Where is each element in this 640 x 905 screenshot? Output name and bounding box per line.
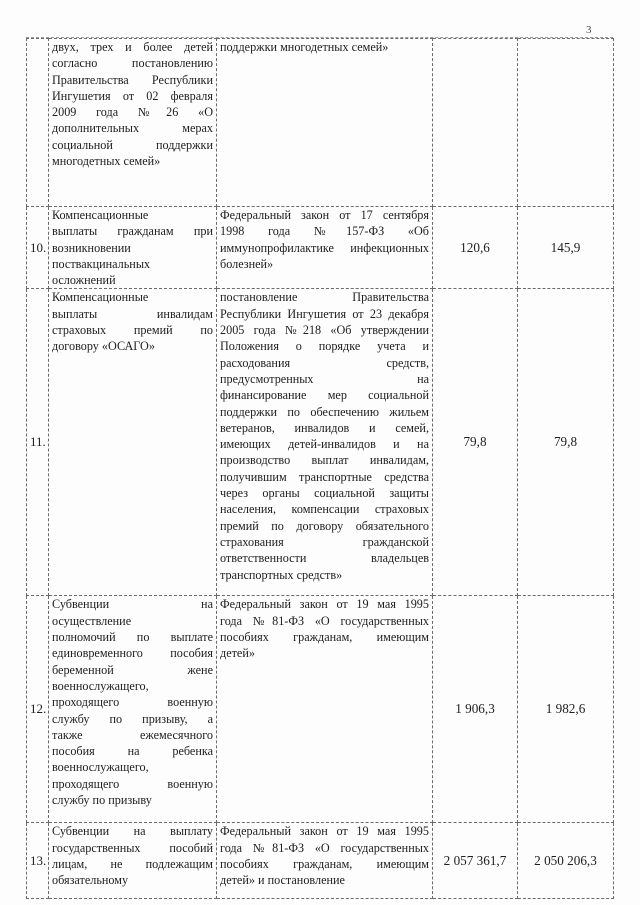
legal-basis-line: поддержки многодетных семей» <box>220 40 389 54</box>
payments-table <box>26 38 614 899</box>
legal-basis-line: 2005 года №218 «Об утверждении <box>220 323 429 338</box>
payment-name-line: обязательному <box>52 873 129 888</box>
legal-basis-line: страхования гражданской <box>220 534 429 549</box>
legal-basis-line: поддержки по обеспечению жильем <box>220 404 429 419</box>
legal-basis-line: премий по договору обязательного <box>220 518 429 533</box>
legal-basis-line: через органы социальной защиты <box>220 486 429 501</box>
legal-basis-line: Республики Ингушетия от 23 декабря <box>220 306 429 321</box>
payment-name-line: военнослужащего, <box>52 760 149 775</box>
payment-name-line: Компенсационные <box>52 208 149 222</box>
amount-year-1: 79,8 <box>433 289 518 596</box>
payment-name-line: Правительства Республики <box>52 72 213 87</box>
payments-table-body <box>27 39 614 899</box>
payment-name-line: 2009 года №26 «О <box>52 105 213 120</box>
payment-name <box>49 823 217 899</box>
amount-year-2: 79,8 <box>518 289 614 596</box>
legal-basis-line: транспортных средств» <box>220 567 343 582</box>
payment-name-line: договору «ОСАГО» <box>52 339 155 354</box>
payment-name <box>49 289 217 596</box>
legal-basis-line: болезней» <box>220 256 274 271</box>
legal-basis-line: Федеральный закон от 19 мая 1995 <box>220 597 429 612</box>
payment-name-line: Субвенции на <box>52 597 213 612</box>
legal-basis-line: 1998 года №157-ФЗ «Об <box>220 224 429 239</box>
legal-basis <box>217 207 433 289</box>
amount-year-1 <box>433 39 518 207</box>
legal-basis-line: Федеральный закон от 19 мая 1995 <box>220 824 429 839</box>
payment-name-line: Субвенции на выплату <box>52 824 213 839</box>
payment-name-line: страховых премий по <box>52 323 213 338</box>
legal-basis-line: расходования средств, <box>220 355 429 370</box>
payment-name-line: возникновении <box>52 240 131 255</box>
legal-basis-line: Положения о порядке учета и <box>220 339 429 354</box>
table-row <box>27 823 614 899</box>
amount-year-2: 1 982,6 <box>518 596 614 823</box>
payment-name-line: военнослужащего, <box>52 678 149 693</box>
legal-basis-line: пособиях гражданам, имеющим <box>220 630 429 645</box>
legal-basis-line: детей» <box>220 646 255 661</box>
payment-name <box>49 596 217 823</box>
table-row <box>27 207 614 289</box>
payment-name-line: дополнительных мерах <box>52 121 213 136</box>
payment-name-line: осложнений <box>52 273 116 288</box>
legal-basis-line: Федеральный закон от 17 сентября <box>220 208 429 222</box>
amount-year-2: 2 050 206,3 <box>518 823 614 899</box>
payment-name-line: выплаты гражданам при <box>52 224 213 239</box>
legal-basis-line: предусмотренных на <box>220 371 429 386</box>
row-number: 12. <box>27 596 49 823</box>
payment-name-line: социальной поддержки <box>52 137 213 152</box>
payment-name <box>49 207 217 289</box>
payment-name-line: службу по призыву, а <box>52 711 213 726</box>
legal-basis-line: пособиях гражданам, имеющим <box>220 857 429 872</box>
legal-basis-line: ответственности владельцев <box>220 551 429 566</box>
payment-name-line: Компенсационные <box>52 290 149 305</box>
amount-year-1: 120,6 <box>433 207 518 289</box>
payment-name-line: выплаты инвалидам <box>52 306 213 321</box>
row-number: 10. <box>27 207 49 289</box>
payment-name-line: пособия на ребенка <box>52 744 213 759</box>
payment-name-line: единовременного пособия <box>52 646 213 661</box>
payment-name-line: полномочий по выплате <box>52 630 213 645</box>
legal-basis-line: ветеранов, инвалидов и семей, <box>220 420 429 435</box>
legal-basis-line: иммунопрофилактике инфекционных <box>220 240 429 255</box>
payment-name-line: проходящего военную <box>52 776 213 791</box>
legal-basis-line: финансирование мер социальной <box>220 388 429 403</box>
payment-name <box>49 39 217 207</box>
payment-name-line: службу по призыву <box>52 793 152 808</box>
legal-basis <box>217 823 433 899</box>
legal-basis-line: детей» и постановление <box>220 873 345 888</box>
payment-name-line: государственных пособий <box>52 840 213 855</box>
row-number: 13. <box>27 823 49 899</box>
legal-basis-line: производство выплат инвалидам, <box>220 453 429 468</box>
payment-name-line: лицам, не подлежащим <box>52 857 213 872</box>
table-row <box>27 289 614 596</box>
payment-name-line: многодетных семей» <box>52 154 161 169</box>
legal-basis <box>217 39 433 207</box>
row-number <box>27 39 49 207</box>
legal-basis-line: постановление Правительства <box>220 290 429 305</box>
legal-basis-line: имеющих детей-инвалидов и на <box>220 437 429 452</box>
legal-basis-line: населения, компенсации страховых <box>220 502 429 517</box>
table-row <box>27 39 614 207</box>
row-number: 11. <box>27 289 49 596</box>
legal-basis-line: года №81-ФЗ «О государственных <box>220 840 429 855</box>
amount-year-2 <box>518 39 614 207</box>
table-row <box>27 596 614 823</box>
legal-basis <box>217 289 433 596</box>
legal-basis <box>217 596 433 823</box>
payment-name-line: Ингушетия от 02 февраля <box>52 88 213 103</box>
payment-name-line: также ежемесячного <box>52 727 213 742</box>
payment-name-line: согласно постановлению <box>52 56 213 71</box>
payment-name-line: двух, трех и более детей <box>52 40 213 54</box>
payment-name-line: беременной жене <box>52 662 213 677</box>
amount-year-1: 2 057 361,7 <box>433 823 518 899</box>
legal-basis-line: получившим транспортные средства <box>220 469 429 484</box>
page-number: 3 <box>586 24 592 36</box>
amount-year-2: 145,9 <box>518 207 614 289</box>
payment-name-line: проходящего военную <box>52 695 213 710</box>
payment-name-line: поствакцинальных <box>52 256 151 271</box>
payment-name-line: осуществление <box>52 613 132 628</box>
amount-year-1: 1 906,3 <box>433 596 518 823</box>
legal-basis-line: года №81-ФЗ «О государственных <box>220 613 429 628</box>
